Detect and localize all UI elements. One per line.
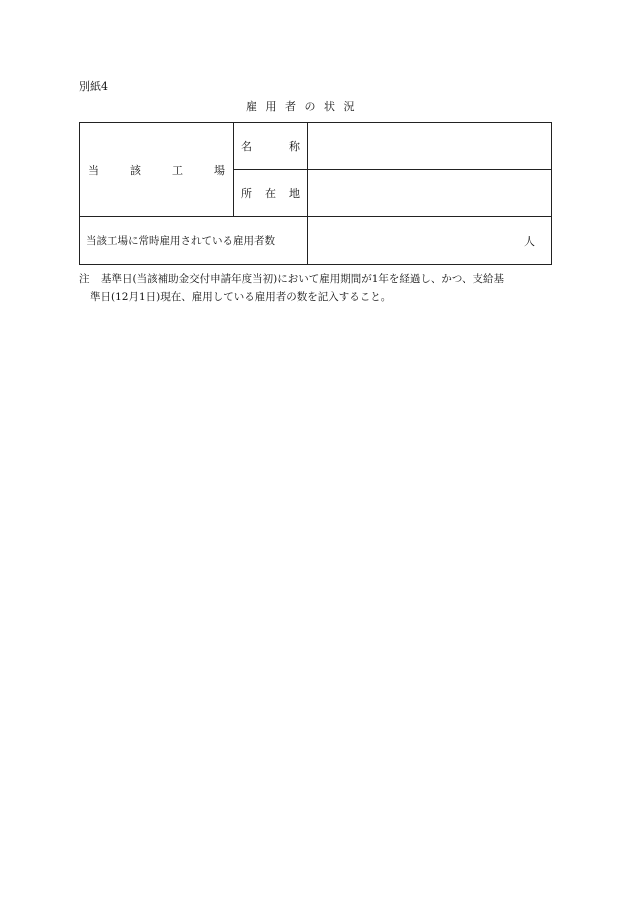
label-char: 場	[214, 163, 225, 177]
location-label-cell	[234, 170, 308, 217]
title-char: の	[304, 100, 324, 113]
employee-count-unit: 人	[524, 234, 535, 248]
factory-label-cell	[80, 123, 234, 217]
label-char: 地	[289, 187, 300, 200]
label-char: 名	[241, 140, 252, 153]
title-char: 雇	[246, 100, 266, 113]
label-char: 当	[88, 163, 99, 177]
label-char: 所	[241, 187, 252, 200]
footnote	[79, 270, 559, 306]
table-row-name	[80, 123, 552, 170]
location-value-field[interactable]	[308, 170, 552, 217]
employee-count-field[interactable]	[308, 217, 552, 265]
sheet-label: 別紙4	[79, 80, 108, 93]
name-label-cell	[234, 123, 308, 170]
label-char: 工	[172, 163, 183, 177]
title-char: 者	[285, 100, 305, 113]
label-char: 該	[130, 163, 141, 177]
factory-label	[88, 162, 225, 178]
label-char: 称	[289, 140, 300, 153]
table-row-employee-count	[80, 217, 552, 265]
employment-status-table	[79, 122, 552, 265]
employee-count-label: 当該工場に常時雇用されている雇用者数	[80, 217, 308, 265]
title-char: 況	[343, 100, 363, 113]
footnote-line-2: 準日(12月1日)現在、雇用している雇用者の数を記入すること。	[90, 291, 392, 303]
footnote-line-1	[79, 270, 559, 288]
name-label	[241, 138, 300, 154]
title-char: 用	[265, 100, 285, 113]
footnote-text-1: 基準日(当該補助金交付申請年度当初)において雇用期間が1年を経過し、かつ、支給基	[101, 273, 504, 285]
location-label	[241, 185, 300, 201]
document-title	[246, 100, 363, 114]
name-value-field[interactable]	[308, 123, 552, 170]
footnote-mark: 注	[79, 273, 90, 285]
label-char: 在	[265, 187, 276, 200]
title-char: 状	[324, 100, 344, 113]
